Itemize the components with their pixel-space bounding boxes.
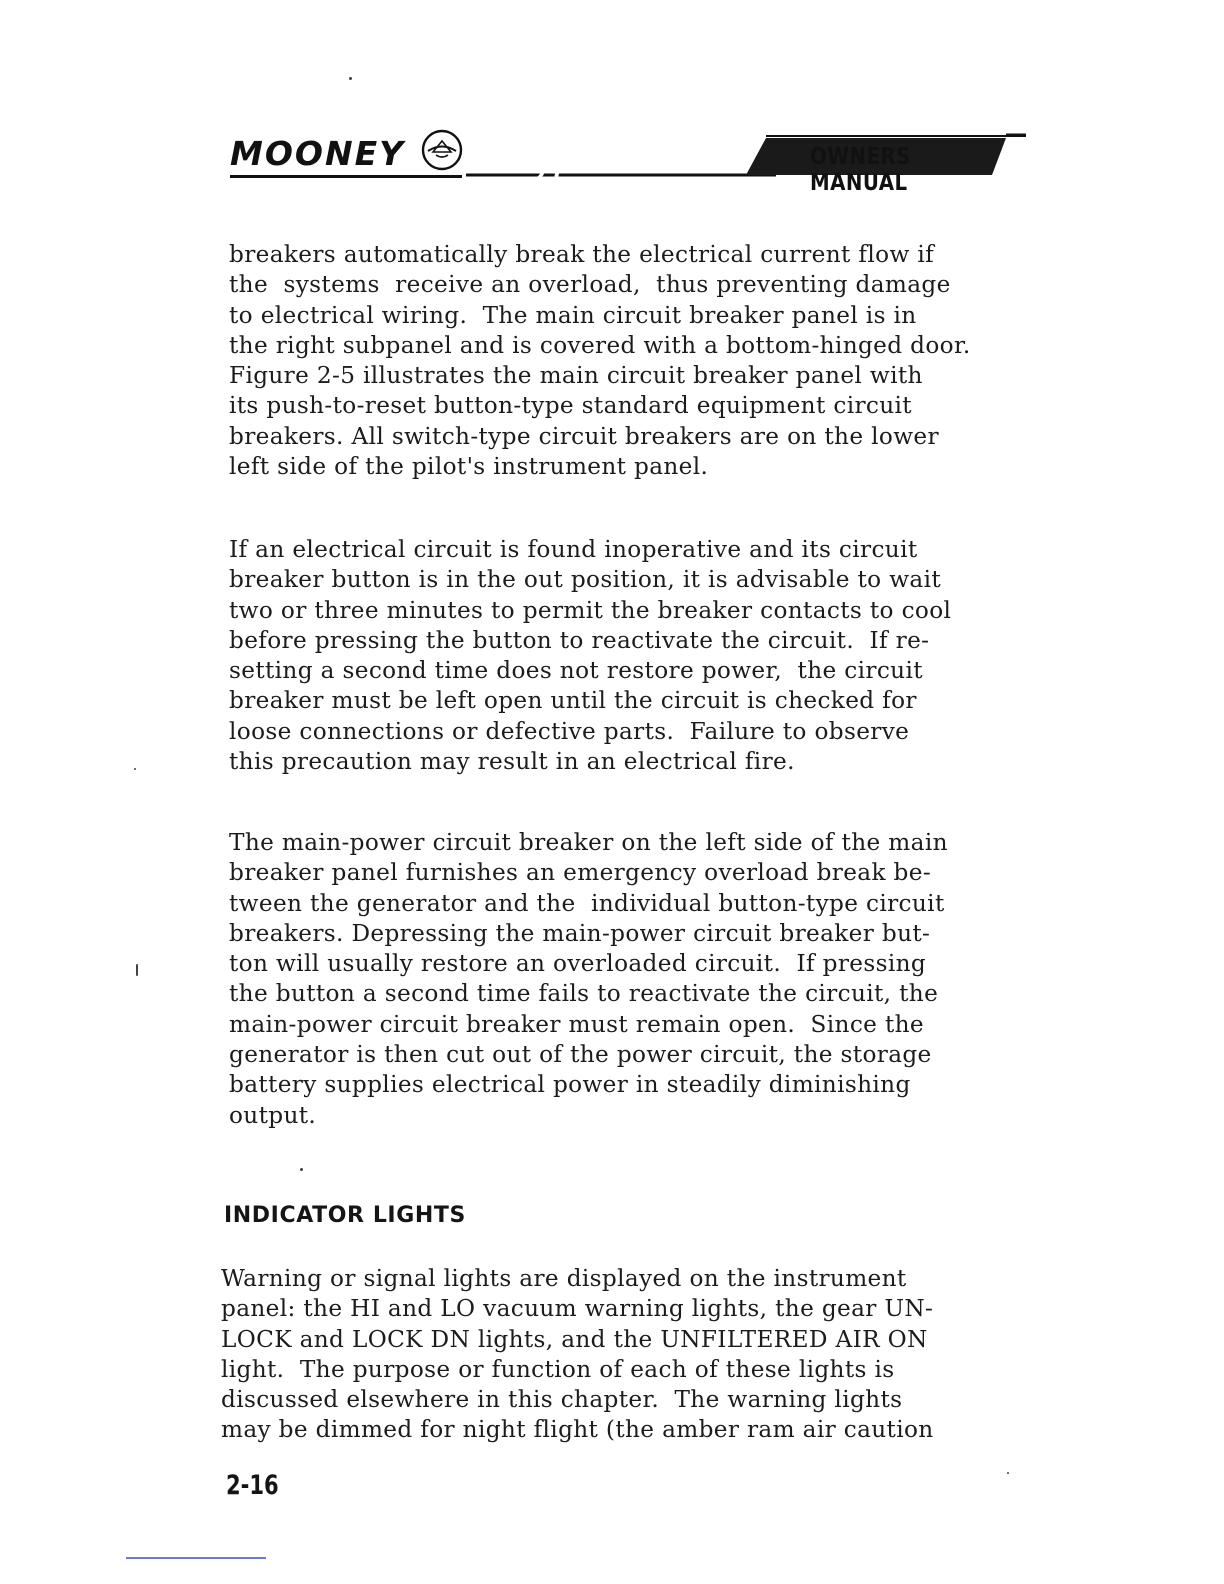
manual-title: OWNERS MANUAL [810, 144, 911, 196]
section-heading: INDICATOR LIGHTS [224, 1203, 466, 1228]
scan-speck [349, 77, 352, 80]
model-name: EXECUTIVE 21 [530, 141, 694, 191]
mooney-emblem-icon [420, 128, 464, 172]
paragraph-indicator-lights: Warning or signal lights are displayed on the instrument panel: the HI and LO vacuum warning lights, the gear UN- LOCK and LOCK DN lights, and the UNFILTERED AIR ON light. The purpose or function of each of these lights is discussed elsewhere in this chapter. The warning lights may be dimmed for night flight (the amber ram air caution [221, 1265, 934, 1444]
page-number: 2-16 [226, 1470, 279, 1501]
scan-speck [300, 1168, 303, 1171]
bottom-rule [126, 1557, 266, 1559]
paragraph-main-power-breaker: The main-power circuit breaker on the left side of the main breaker panel furnishes an emergency overload break be- tween the generator and the individual button-type circuit breakers. Depressing the main-power circuit breaker but- ton will usually restore an overloaded circuit. If pressing the button a second time fails to reactivate the circuit, the main-power circuit breaker must remain open. Since the generator is then cut out of the power circuit, the storage battery supplies electrical power in steadily diminishing output. [229, 829, 948, 1129]
scan-speck [1007, 1472, 1009, 1474]
paragraph-circuit-breakers: breakers automatically break the electrical current flow if the systems receive an overload, thus preventing damage to electrical wiring. The main circuit breaker panel is in the right subpanel and is covered with a bottom-hinged door. Figure 2-5 illustrates the main circuit breaker panel with its push-to-reset button-type standard equipment circuit breakers. All switch-type circuit breakers are on the lower left side of the pilot's instrument panel. [229, 241, 971, 481]
brand-underline [230, 175, 462, 178]
brand-name: MOONEY [230, 134, 406, 173]
scan-speck [136, 964, 138, 976]
page-header [230, 128, 1010, 196]
paragraph-inoperative-circuit: If an electrical circuit is found inoperative and its circuit breaker button is in the out position, it is advisable to wait two or three minutes to permit the breaker contacts to cool before pressing the button to reactivate the circuit. If re- setting a second time does not restore power, the circuit breaker must be left open until the circuit is checked for loose connections or defective parts. Failure to observe this precaution may result in an electrical fire. [229, 536, 952, 776]
scan-speck [134, 768, 136, 770]
